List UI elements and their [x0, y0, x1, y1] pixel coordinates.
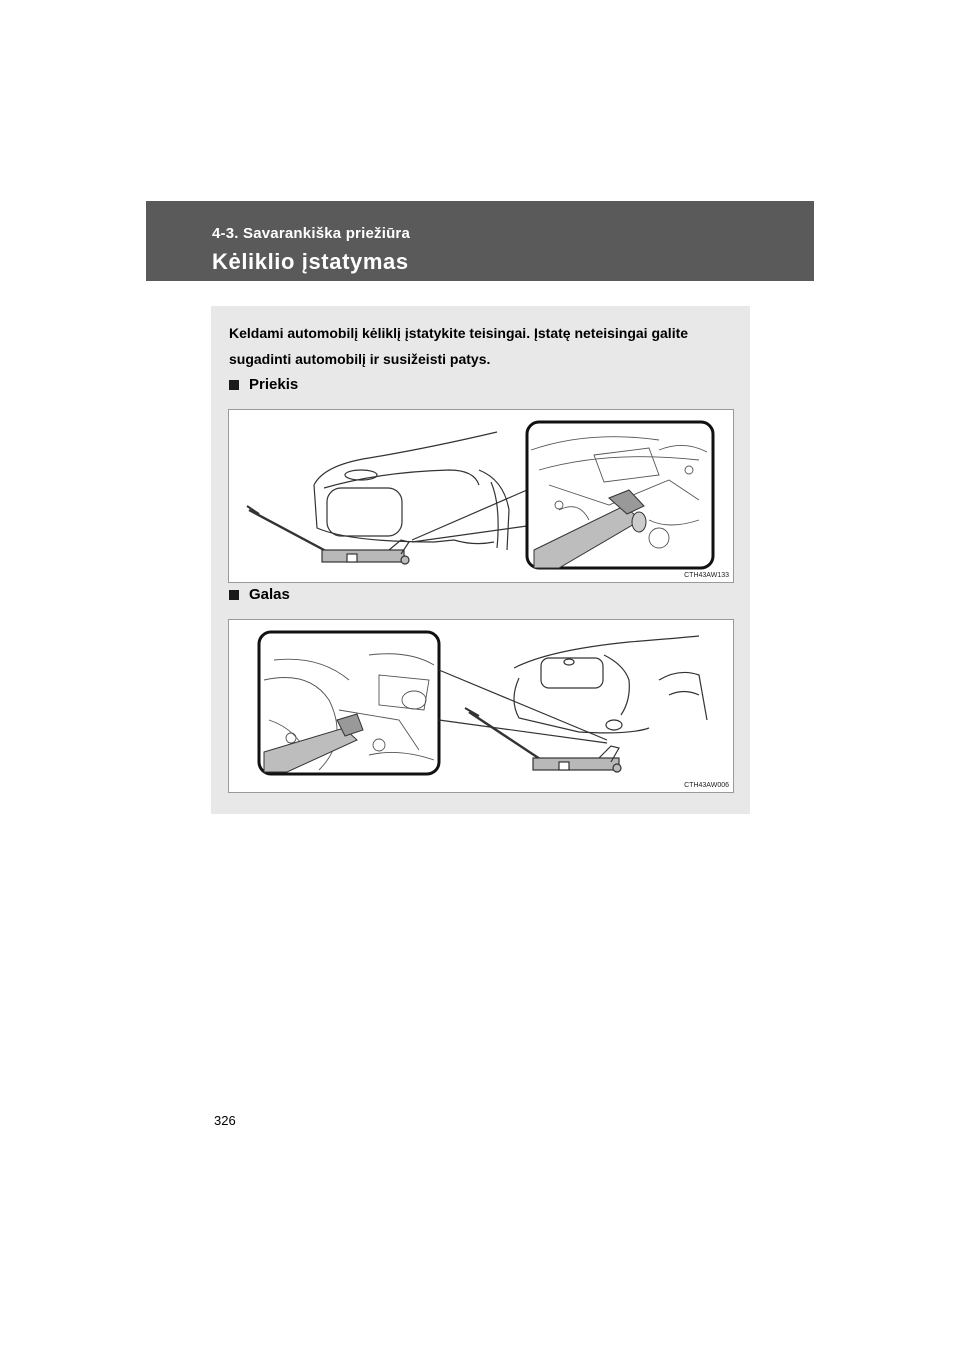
figure-code: CTH43AW006 — [684, 782, 729, 789]
front-heading — [229, 376, 298, 393]
rear-jack-figure — [228, 619, 734, 793]
intro-text: Keldami automobilį kėliklį įstatykite teisingai. Įstatę neteisingai galite sugadinti automobilį ir susižeisti patys. — [229, 325, 689, 367]
page-number: 326 — [214, 1113, 236, 1128]
square-bullet-icon — [229, 590, 239, 600]
rear-heading — [229, 586, 290, 603]
rear-heading-label: Galas — [249, 586, 290, 603]
page-title: Kėliklio įstatymas — [212, 249, 409, 274]
figure-code: CTH43AW133 — [684, 572, 729, 579]
content-panel — [211, 306, 750, 814]
section-label: 4-3. Savarankiška priežiūra — [212, 225, 411, 242]
square-bullet-icon — [229, 380, 239, 390]
chapter-header — [146, 201, 814, 281]
front-heading-label: Priekis — [249, 376, 299, 393]
front-jack-illustration — [229, 410, 733, 582]
rear-jack-illustration — [229, 620, 733, 792]
front-jack-figure — [228, 409, 734, 583]
